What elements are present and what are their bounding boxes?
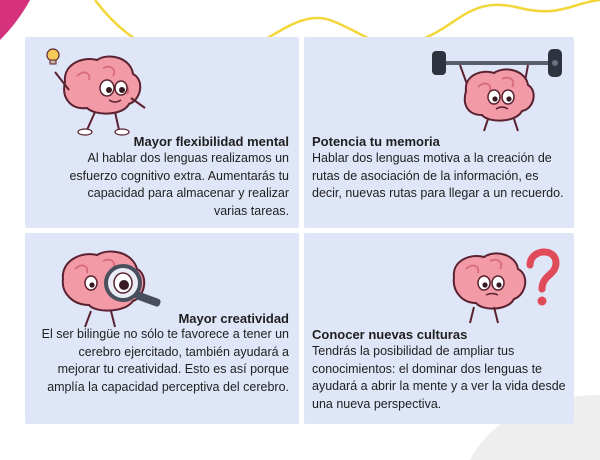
brain-with-magnifier-icon xyxy=(45,239,175,331)
magenta-corner-shape xyxy=(0,0,30,40)
card-text: Al hablar dos lenguas realizamos un esfuerzo cognitivo extra. Aumentarás tu capacidad para almacenar y realizar varias tareas. xyxy=(69,151,289,218)
card-text: El ser bilingüe no sólo te favorece a tener un cerebro ejercitado, también ayudará a mejorar tu creatividad. Esto es así porque amplía la capacidad perceptiva del cerebro. xyxy=(41,327,289,394)
brain-lifting-weights-icon xyxy=(432,45,562,133)
benefit-card-cultures xyxy=(304,233,574,424)
card-title: Potencia tu memoria xyxy=(312,134,440,149)
benefit-card-memory xyxy=(304,37,574,228)
brain-with-lightbulb-icon xyxy=(35,42,155,137)
benefit-card-creativity xyxy=(25,233,299,424)
card-title: Conocer nuevas culturas xyxy=(312,327,468,342)
benefit-card-flexibility xyxy=(25,37,299,228)
card-text: Hablar dos lenguas motiva a la creación de rutas de asociación de la información, es decir, nuevas rutas para llegar a un recuerdo. xyxy=(312,151,564,200)
card-title: Mayor flexibilidad mental xyxy=(133,134,289,149)
brain-with-question-mark-icon xyxy=(444,241,564,327)
card-text: Tendrás la posibilidad de ampliar tus conocimientos: el dominar dos lenguas te ayudará a abrir la mente y a ver la vida desde una nueva perspectiva. xyxy=(312,344,566,411)
card-title: Mayor creatividad xyxy=(178,311,289,326)
